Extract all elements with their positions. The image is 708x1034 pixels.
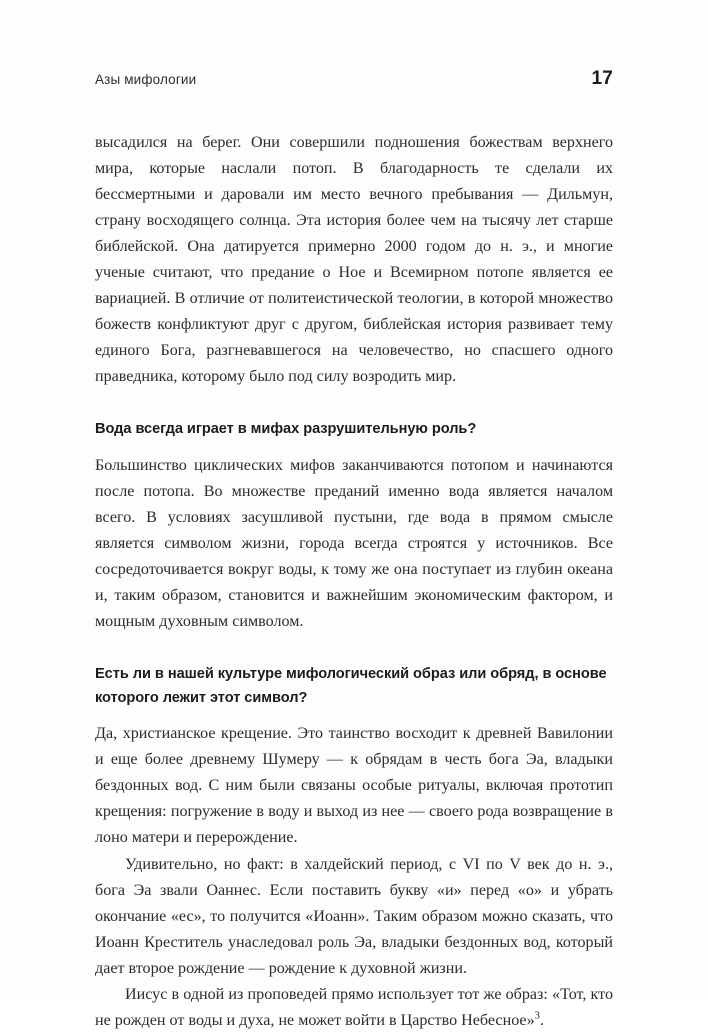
text-column [95, 130, 613, 1034]
spacer [95, 635, 613, 663]
subheading-water-role: Вода всегда играет в мифах разрушительную роль? [95, 421, 477, 438]
subheading-culture-symbol: Есть ли в нашей культуре мифологический образ или обряд, в основе которого лежит этот символ? [95, 666, 607, 706]
paragraph-jesus-quote: Иисус в одной из проповедей прямо использует тот же образ: «Тот, кто не рожден от воды и духа, не может войти в Царство Небесное»$^3$. [95, 985, 613, 1029]
running-head [95, 68, 613, 94]
page-number: 17 [591, 68, 613, 89]
paragraph-cyclic-myths: Большинство циклических мифов заканчиваются потопом и начинаются после потопа. Во множестве преданий именно вода является началом всего. В условиях засушливой пустыни, где вода в прямом смысле является символом жизни, города всегда строятся у источников. Все сосредоточивается вокруг воды, к тому же она поступает из глубин океана и, таким образом, становится и важнейшим экономическим фактором, и мощным духовным символом. [95, 456, 613, 631]
spacer [95, 710, 613, 721]
paragraph-baptism: Да, христианское крещение. Это таинство восходит к древней Вавилонии и еще более древнему Шумеру — к обрядам в честь бога Эа, владыки бездонных вод. С ним были связаны особые ритуалы, включая прототип крещения: погружение в воду и выход из нее — своего рода возвращение в лоно матери и перерождение. [95, 725, 613, 847]
running-head-title: Азы мифологии [95, 72, 197, 87]
paragraph-flood-story: высадился на берег. Они совершили подношения божествам верхнего мира, которые наслали потоп. В благодарность те сделали их бессмертными и даровали им место вечного пребывания — Дильмун, страну восходящего солнца. Эта история более чем на тысячу лет старше библейской. Она датируется примерно 2000 годом до н. э., и многие ученые считают, что предание о Ное и Всемирном потопе является ее вариацией. В отличие от политеистической теологии, в которой множество божеств конфликтуют друг с другом, библейская история развивает тему единого Бога, разгневавшегося на человечество, но спасшего одного праведника, которому было под силу возродить мир. [95, 134, 613, 386]
footnote-reference[interactable]: 3 [534, 1010, 540, 1022]
paragraph-oannes: Удивительно, но факт: в халдейский период, с VI по V век до н. э., бога Эа звали Оаннес. Если поставить букву «и» перед «о» и убрать окончание «ес», то получится «Иоанн». Таким образом можно сказать, что Иоанн Креститель унаследовал роль Эа, владыки бездонных вод, который дает второе рождение — рождение к духовной жизни. [95, 855, 613, 977]
spacer [95, 390, 613, 418]
spacer [95, 442, 613, 453]
